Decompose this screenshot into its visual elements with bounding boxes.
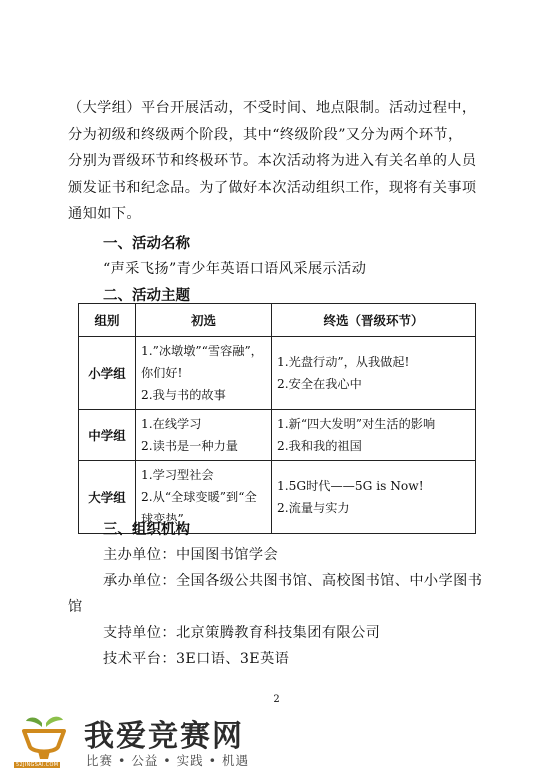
brand-name: 我爱竞赛网 — [84, 719, 244, 754]
preliminary-cell — [136, 410, 272, 461]
topic-item: 2.我和我的祖国 — [277, 439, 362, 453]
topic-item: 1.5G时代——5G is Now! — [277, 479, 424, 493]
tech-platform: 技术平台：3E口语、3E英语 — [103, 651, 290, 667]
trophy-logo-icon — [14, 709, 74, 769]
section-heading-activity-theme: 二、活动主题 — [103, 288, 190, 304]
table-header-final: 终选（晋级环节） — [272, 304, 476, 337]
table-header-preliminary: 初选 — [136, 304, 272, 337]
topic-item: 2.读书是一种力量 — [141, 439, 238, 453]
group-cell: 大学组 — [79, 461, 136, 534]
topic-item: 1.在线学习 — [141, 417, 202, 431]
intro-line: 分别为晋级环节和终极环节。本次活动将为进入有关名单的人员 — [68, 153, 477, 169]
intro-line: 通知如下。 — [68, 206, 141, 222]
topic-item: 2.安全在我心中 — [277, 377, 362, 391]
support-unit: 支持单位：北京策腾教育科技集团有限公司 — [103, 625, 381, 641]
group-cell: 小学组 — [79, 337, 136, 410]
final-cell — [272, 461, 476, 534]
preliminary-cell — [136, 337, 272, 410]
final-cell — [272, 410, 476, 461]
site-footer-logo — [0, 705, 553, 778]
organizer-unit: 承办单位：全国各级公共图书馆、高校图书馆、中小学图书 — [103, 573, 483, 589]
intro-line: （大学组）平台开展活动，不受时间、地点限制。活动过程中， — [68, 100, 477, 116]
table-header-group: 组别 — [79, 304, 136, 337]
final-cell — [272, 337, 476, 410]
topic-item: 2.我与书的故事 — [141, 388, 226, 402]
topic-item: 1.”冰墩墩”“雪容融”，你们好! — [141, 344, 263, 380]
brand-tagline: 比赛 • 公益 • 实践 • 机遇 — [86, 753, 249, 768]
topic-item: 2.流量与实力 — [277, 501, 350, 515]
host-unit: 主办单位：中国图书馆学会 — [103, 547, 279, 563]
topic-item: 2.从“全球变暖”到“全球变热” — [141, 490, 257, 526]
intro-paragraph — [68, 95, 493, 228]
intro-line: 分为初级和终级两个阶段，其中“终级阶段”又分为两个环节， — [68, 126, 463, 143]
intro-line: 颁发证书和纪念品。为了做好本次活动组织工作，现将有关事项 — [68, 179, 477, 196]
table-row — [79, 337, 476, 410]
section-heading-activity-name: 一、活动名称 — [103, 236, 190, 252]
topic-item: 1.学习型社会 — [141, 468, 214, 482]
logo-url: 52JINGSAI.COM — [16, 762, 59, 768]
page-number: 2 — [273, 694, 280, 705]
topic-item: 1.新“四大发明”对生活的影响 — [277, 417, 436, 431]
group-cell: 中学组 — [79, 410, 136, 461]
section-heading-organization: 三、组织机构 — [103, 522, 190, 538]
topic-item: 1.光盘行动”，从我做起! — [277, 355, 410, 369]
activity-name-text: “声采飞扬”青少年英语口语风采展示活动 — [103, 261, 367, 277]
organizer-unit-continued: 馆 — [68, 599, 83, 615]
theme-table — [78, 303, 476, 534]
table-header-row — [79, 304, 476, 337]
table-row — [79, 410, 476, 461]
